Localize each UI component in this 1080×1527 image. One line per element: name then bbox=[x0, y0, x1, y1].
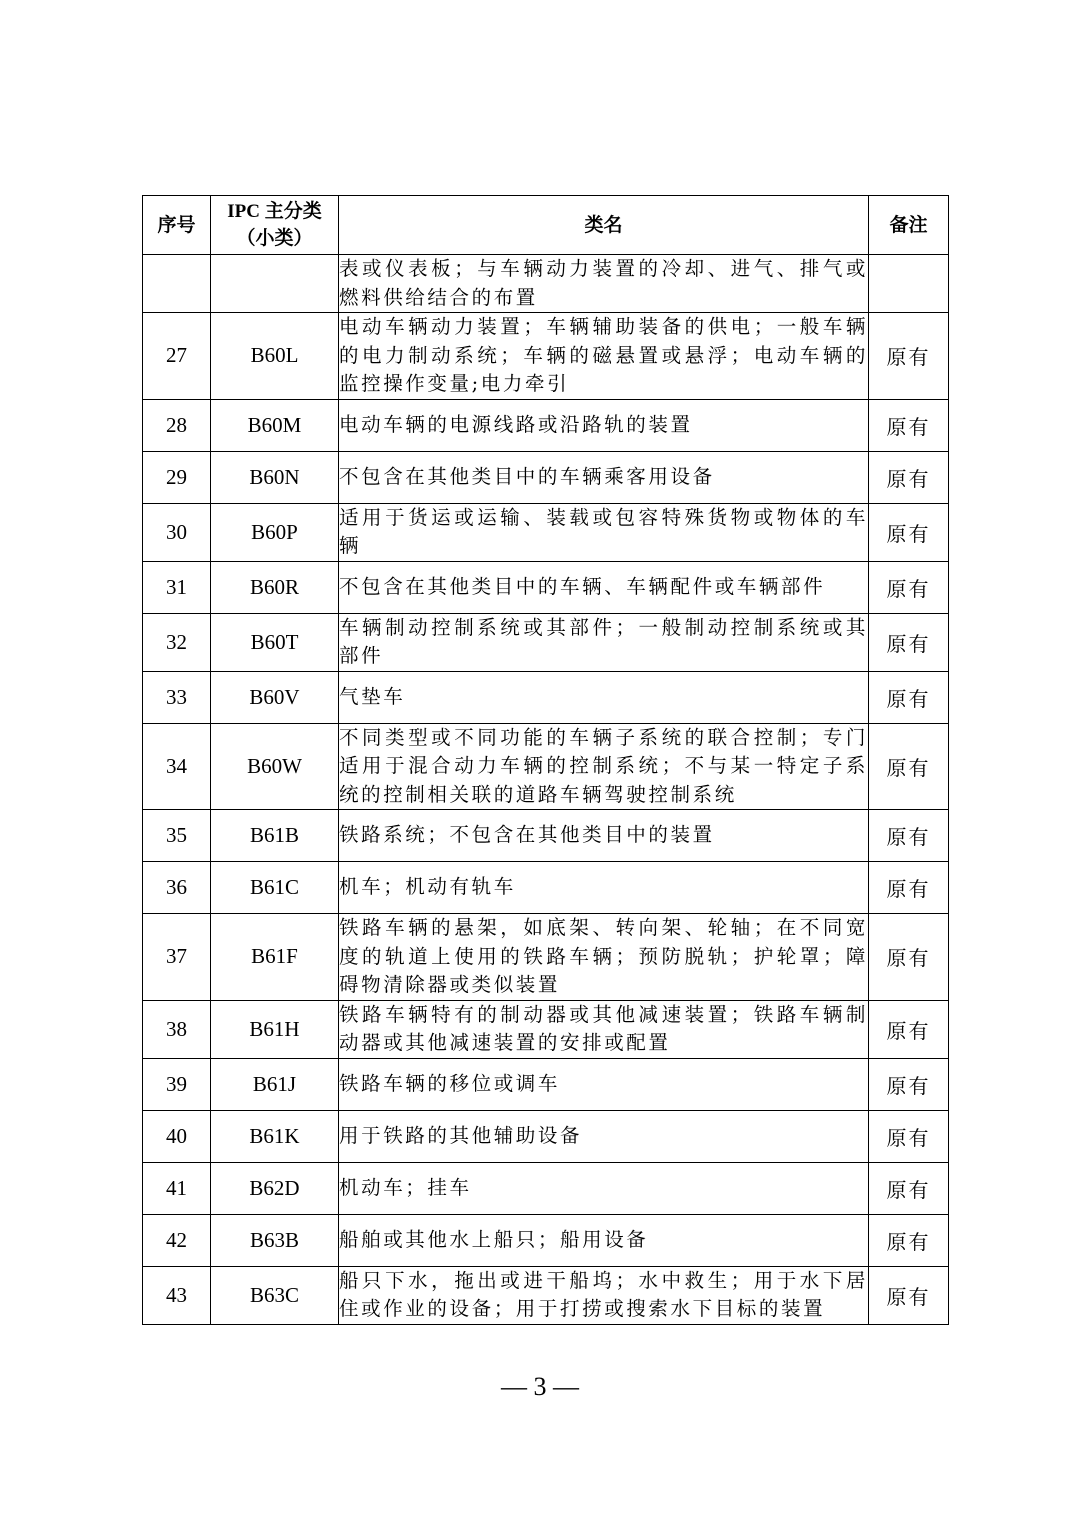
row-seq: 40 bbox=[143, 1110, 211, 1162]
header-name: 类名 bbox=[339, 196, 869, 255]
row-seq: 42 bbox=[143, 1214, 211, 1266]
row-ipc-code: B60V bbox=[211, 671, 339, 723]
row-ipc-code: B61C bbox=[211, 862, 339, 914]
ipc-classification-table bbox=[142, 195, 949, 1325]
row-seq: 30 bbox=[143, 503, 211, 561]
table-row bbox=[143, 1000, 949, 1058]
row-ipc-code bbox=[211, 255, 339, 313]
row-note: 原有 bbox=[869, 810, 949, 862]
table-row bbox=[143, 1110, 949, 1162]
row-ipc-code: B60L bbox=[211, 313, 339, 400]
header-ipc-line1: IPC 主分类 bbox=[227, 201, 322, 222]
row-class-name: 电动车辆的电源线路或沿路轨的装置 bbox=[339, 399, 869, 451]
row-ipc-code: B61K bbox=[211, 1110, 339, 1162]
row-note: 原有 bbox=[869, 561, 949, 613]
row-seq: 31 bbox=[143, 561, 211, 613]
row-note: 原有 bbox=[869, 1214, 949, 1266]
row-ipc-code: B60P bbox=[211, 503, 339, 561]
row-note: 原有 bbox=[869, 1058, 949, 1110]
row-ipc-code: B63B bbox=[211, 1214, 339, 1266]
table-header-row bbox=[143, 196, 949, 255]
row-seq: 34 bbox=[143, 723, 211, 810]
row-seq bbox=[143, 255, 211, 313]
row-class-name: 机车；机动有轨车 bbox=[339, 862, 869, 914]
row-ipc-code: B60T bbox=[211, 613, 339, 671]
row-ipc-code: B60R bbox=[211, 561, 339, 613]
row-class-name: 不包含在其他类目中的车辆、车辆配件或车辆部件 bbox=[339, 561, 869, 613]
row-class-name: 船只下水，拖出或进干船坞；水中救生；用于水下居住或作业的设备；用于打捞或搜索水下目标的装置 bbox=[339, 1266, 869, 1324]
row-note bbox=[869, 255, 949, 313]
row-ipc-code: B60W bbox=[211, 723, 339, 810]
row-class-name: 电动车辆动力装置；车辆辅助装备的供电；一般车辆的电力制动系统；车辆的磁悬置或悬浮；电动车辆的监控操作变量;电力牵引 bbox=[339, 313, 869, 400]
table-row bbox=[143, 914, 949, 1001]
row-class-name: 铁路系统；不包含在其他类目中的装置 bbox=[339, 810, 869, 862]
row-class-name: 表或仪表板；与车辆动力装置的冷却、进气、排气或燃料供给结合的布置 bbox=[339, 255, 869, 313]
row-note: 原有 bbox=[869, 723, 949, 810]
header-note: 备注 bbox=[869, 196, 949, 255]
row-note: 原有 bbox=[869, 914, 949, 1001]
row-note: 原有 bbox=[869, 1266, 949, 1324]
row-class-name: 用于铁路的其他辅助设备 bbox=[339, 1110, 869, 1162]
row-note: 原有 bbox=[869, 1000, 949, 1058]
row-seq: 37 bbox=[143, 914, 211, 1001]
row-class-name: 车辆制动控制系统或其部件；一般制动控制系统或其部件 bbox=[339, 613, 869, 671]
row-seq: 41 bbox=[143, 1162, 211, 1214]
page-number: — 3 — bbox=[501, 1372, 579, 1401]
row-ipc-code: B63C bbox=[211, 1266, 339, 1324]
row-ipc-code: B62D bbox=[211, 1162, 339, 1214]
table-row bbox=[143, 671, 949, 723]
row-seq: 35 bbox=[143, 810, 211, 862]
row-note: 原有 bbox=[869, 671, 949, 723]
row-note: 原有 bbox=[869, 399, 949, 451]
row-class-name: 不包含在其他类目中的车辆乘客用设备 bbox=[339, 451, 869, 503]
table-row bbox=[143, 1162, 949, 1214]
table-row bbox=[143, 1058, 949, 1110]
row-seq: 38 bbox=[143, 1000, 211, 1058]
table-row bbox=[143, 862, 949, 914]
row-ipc-code: B61F bbox=[211, 914, 339, 1001]
table-row bbox=[143, 561, 949, 613]
row-ipc-code: B60N bbox=[211, 451, 339, 503]
row-class-name: 气垫车 bbox=[339, 671, 869, 723]
header-ipc-line2: （小类） bbox=[236, 227, 313, 249]
row-note: 原有 bbox=[869, 862, 949, 914]
row-note: 原有 bbox=[869, 503, 949, 561]
table-row bbox=[143, 503, 949, 561]
row-seq: 32 bbox=[143, 613, 211, 671]
table-row bbox=[143, 255, 949, 313]
row-seq: 33 bbox=[143, 671, 211, 723]
row-note: 原有 bbox=[869, 613, 949, 671]
row-seq: 39 bbox=[143, 1058, 211, 1110]
table-row bbox=[143, 613, 949, 671]
table-row bbox=[143, 1266, 949, 1324]
row-seq: 29 bbox=[143, 451, 211, 503]
row-seq: 27 bbox=[143, 313, 211, 400]
header-seq: 序号 bbox=[143, 196, 211, 255]
table-row bbox=[143, 723, 949, 810]
row-seq: 43 bbox=[143, 1266, 211, 1324]
row-class-name: 铁路车辆特有的制动器或其他减速装置；铁路车辆制动器或其他减速装置的安排或配置 bbox=[339, 1000, 869, 1058]
row-ipc-code: B61J bbox=[211, 1058, 339, 1110]
row-class-name: 铁路车辆的移位或调车 bbox=[339, 1058, 869, 1110]
header-ipc bbox=[211, 196, 339, 255]
row-seq: 36 bbox=[143, 862, 211, 914]
row-note: 原有 bbox=[869, 313, 949, 400]
row-note: 原有 bbox=[869, 451, 949, 503]
row-note: 原有 bbox=[869, 1110, 949, 1162]
row-class-name: 铁路车辆的悬架，如底架、转向架、轮轴；在不同宽度的轨道上使用的铁路车辆；预防脱轨；护轮罩；障碍物清除器或类似装置 bbox=[339, 914, 869, 1001]
row-class-name: 适用于货运或运输、装载或包容特殊货物或物体的车辆 bbox=[339, 503, 869, 561]
row-ipc-code: B60M bbox=[211, 399, 339, 451]
row-class-name: 船舶或其他水上船只；船用设备 bbox=[339, 1214, 869, 1266]
row-class-name: 机动车；挂车 bbox=[339, 1162, 869, 1214]
table-row bbox=[143, 399, 949, 451]
row-ipc-code: B61B bbox=[211, 810, 339, 862]
table-row bbox=[143, 313, 949, 400]
row-class-name: 不同类型或不同功能的车辆子系统的联合控制；专门适用于混合动力车辆的控制系统；不与某一特定子系统的控制相关联的道路车辆驾驶控制系统 bbox=[339, 723, 869, 810]
row-note: 原有 bbox=[869, 1162, 949, 1214]
table-row bbox=[143, 451, 949, 503]
table-row bbox=[143, 810, 949, 862]
table-row bbox=[143, 1214, 949, 1266]
row-ipc-code: B61H bbox=[211, 1000, 339, 1058]
row-seq: 28 bbox=[143, 399, 211, 451]
